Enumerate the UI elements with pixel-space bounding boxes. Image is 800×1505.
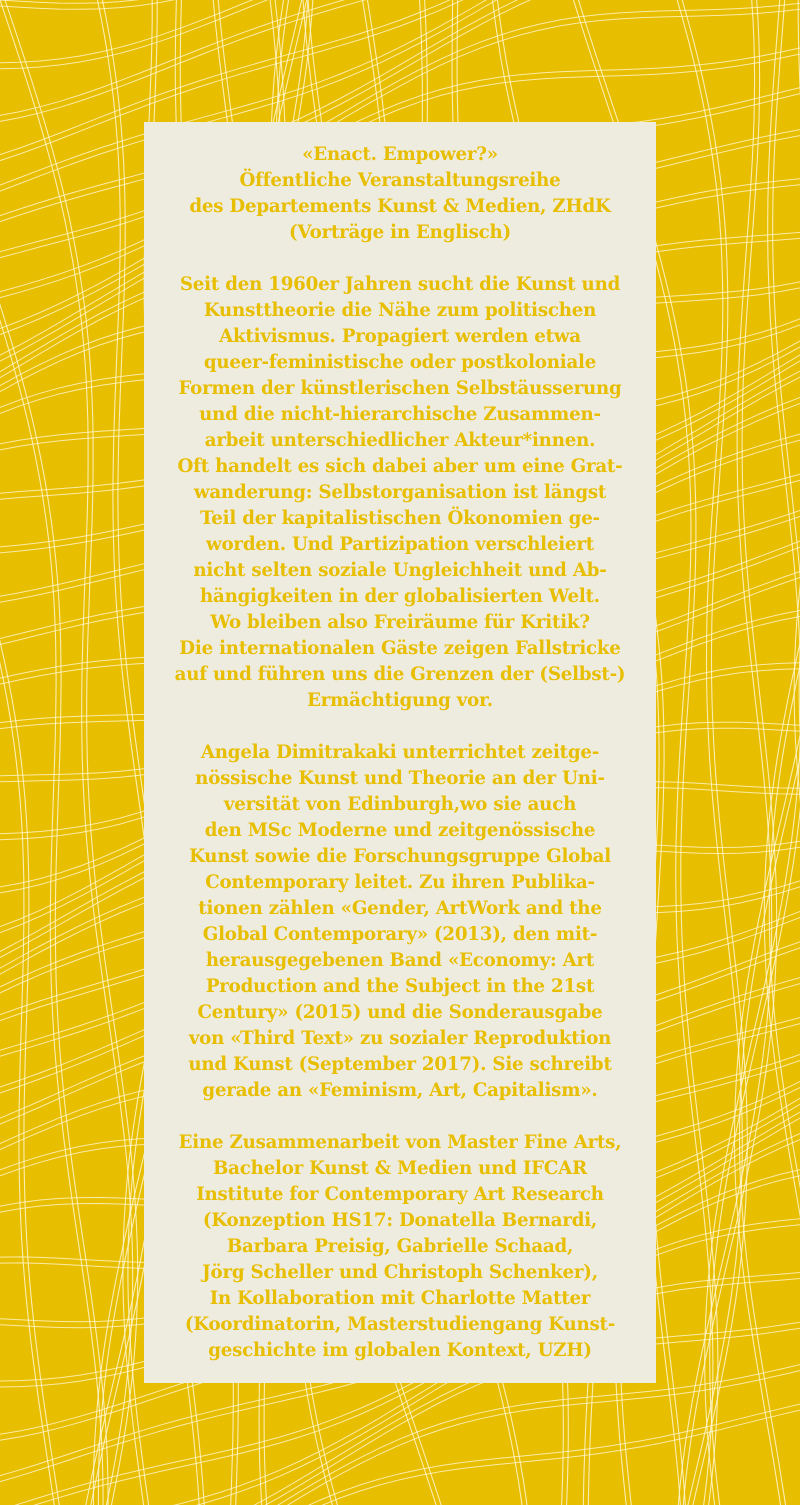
text-line: wanderung: Selbstorganisation ist längst [193,482,607,503]
text-line: Institute for Contemporary Art Research [196,1184,604,1205]
text-line: queer-feministische oder postkoloniale [203,352,597,373]
text-line: nicht selten soziale Ungleichheit und Ab- [193,560,607,581]
grid-line [0,0,800,118]
text-line: In Kollaboration mit Charlotte Matter [209,1288,591,1309]
grid-line [682,0,777,1505]
text-line: den MSc Moderne und zeitgenössische [204,820,596,841]
text-line: geschichte im globalen Kontext, UZH) [208,1340,592,1361]
text-line: Seit den 1960er Jahren sucht die Kunst und [179,274,621,295]
grid-line [0,0,800,124]
text-line: Century» (2015) und die Sonderausgabe [197,1002,603,1023]
text-line: Barbara Preisig, Gabrielle Schaad, [226,1236,574,1257]
grid-line [0,0,800,3]
text-line: Öffentliche Veranstaltungsreihe [239,170,561,191]
text-line: Bachelor Kunst & Medien und IFCAR [212,1158,588,1179]
text-line: nössische Kunst und Theorie an der Uni- [195,768,605,789]
text-line: Production and the Subject in the 21st [205,976,595,997]
credits-paragraph [144,1130,656,1364]
text-line: Kunst sowie die Forschungsgruppe Global [189,846,611,867]
grid-line [676,0,747,1505]
text-line: «Enact. Empower?» [302,144,498,165]
text-line: des Departements Kunst & Medien, ZHdK [189,196,611,217]
text-line: und Kunst (September 2017). Sie schreibt [188,1054,612,1075]
heading-block [144,142,656,246]
text-line: versität von Edinburgh,wo sie auch [223,794,577,815]
text-line: hängigkeiten in der globalisierten Welt. [200,586,600,607]
text-line: Contemporary leitet. Zu ihren Publika- [205,872,595,893]
text-line: tionen zählen «Gender, ArtWork and the [198,898,602,919]
text-line: Oft handelt es sich dabei aber um eine Grat- [177,456,623,477]
text-line: herausgegebenen Band «Economy: Art [205,950,595,971]
text-line: Angela Dimitrakaki unterrichtet zeitge- [200,742,600,763]
grid-line [677,0,772,1505]
text-line: Teil der kapitalistischen Ökonomien ge- [200,508,600,529]
intro-paragraph [144,272,656,714]
text-line: Aktivismus. Propagiert werden etwa [219,326,581,347]
text-line: Die internationalen Gäste zeigen Fallstricke [179,638,621,659]
text-line: Jörg Scheller und Christoph Schenker), [202,1262,598,1283]
text-panel [144,122,656,1383]
grid-line [0,0,108,1505]
text-line: arbeit unterschiedlicher Akteur*innen. [204,430,596,451]
grid-line [0,0,57,1505]
text-line: gerade an «Feminism, Art, Capitalism». [202,1080,598,1101]
grid-line [0,0,62,1505]
text-line: (Vorträge in Englisch) [289,222,511,243]
text-line: Ermächtigung vor. [307,690,493,711]
text-line: von «Third Text» zu sozialer Reproduktion [188,1028,612,1049]
text-line: Kunsttheorie die Nähe zum politischen [203,300,597,321]
text-line: Global Contemporary» (2013), den mit- [202,924,598,945]
text-line: Eine Zusammenarbeit von Master Fine Arts, [178,1132,622,1153]
grid-line [671,0,742,1505]
text-line: auf und führen uns die Grenzen der (Selbst-) [174,664,626,685]
speaker-bio-paragraph [144,740,656,1104]
text-line: Wo bleiben also Freiräume für Kritik? [210,612,590,633]
text-line: (Konzeption HS17: Donatella Bernardi, [202,1210,598,1231]
text-line: und die nicht-hierarchische Zusammen- [199,404,601,425]
text-line: Formen der künstlerischen Selbstäusserung [178,378,622,399]
text-line: (Koordinatorin, Masterstudiengang Kunst- [184,1314,616,1335]
text-line: worden. Und Partizipation verschleiert [206,534,594,555]
